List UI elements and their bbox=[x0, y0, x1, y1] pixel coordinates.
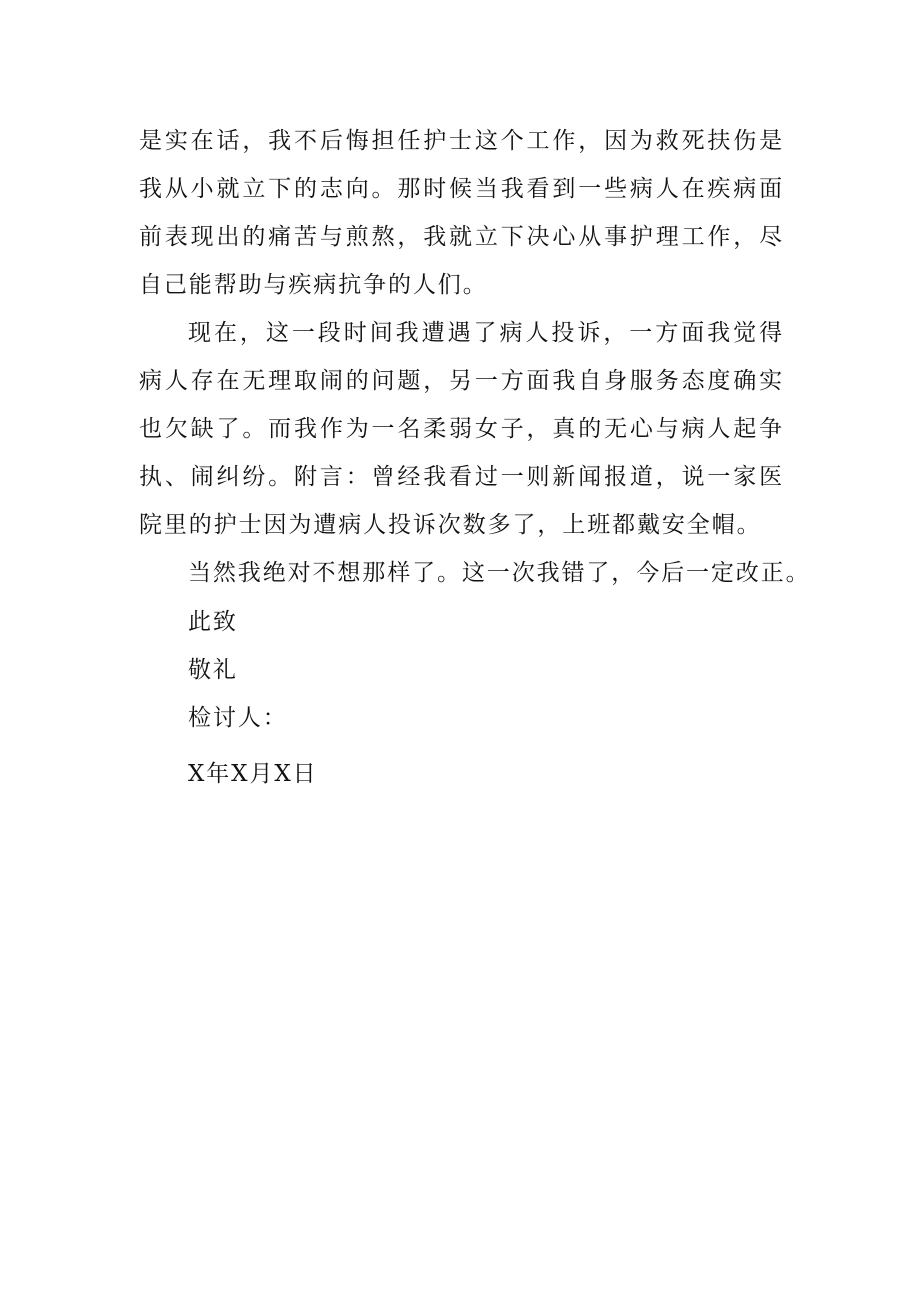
closing-salutation: 此致 bbox=[188, 609, 238, 635]
closing-regards: 敬礼 bbox=[188, 657, 238, 683]
paragraph-apology: 当然我绝对不想那样了。这一次我错了，今后一定改正。 bbox=[188, 560, 811, 586]
signer-label: 检讨人： bbox=[188, 705, 288, 731]
signature-date: X年X月X日 bbox=[188, 761, 318, 787]
paragraph-complaint-reflection: 现在，这一段时间我遭遇了病人投诉，一方面我觉得病人存在无理取闹的问题，另一方面我自身服务态度确实也欠缺了。而我作为一名柔弱女子，真的无心与病人起争执、闹纠纷。附言：曾经我看过一则新闻报道，说一家医院里的护士因为遭病人投诉次数多了，上班都戴安全帽。 bbox=[139, 320, 784, 538]
paragraph-career-motivation: 是实在话，我不后悔担任护士这个工作，因为救死扶伤是我从小就立下的志向。那时候当我看到一些病人在疾病面前表现出的痛苦与煎熬，我就立下决心从事护理工作，尽自己能帮助与疾病抗争的人们。 bbox=[139, 128, 784, 298]
